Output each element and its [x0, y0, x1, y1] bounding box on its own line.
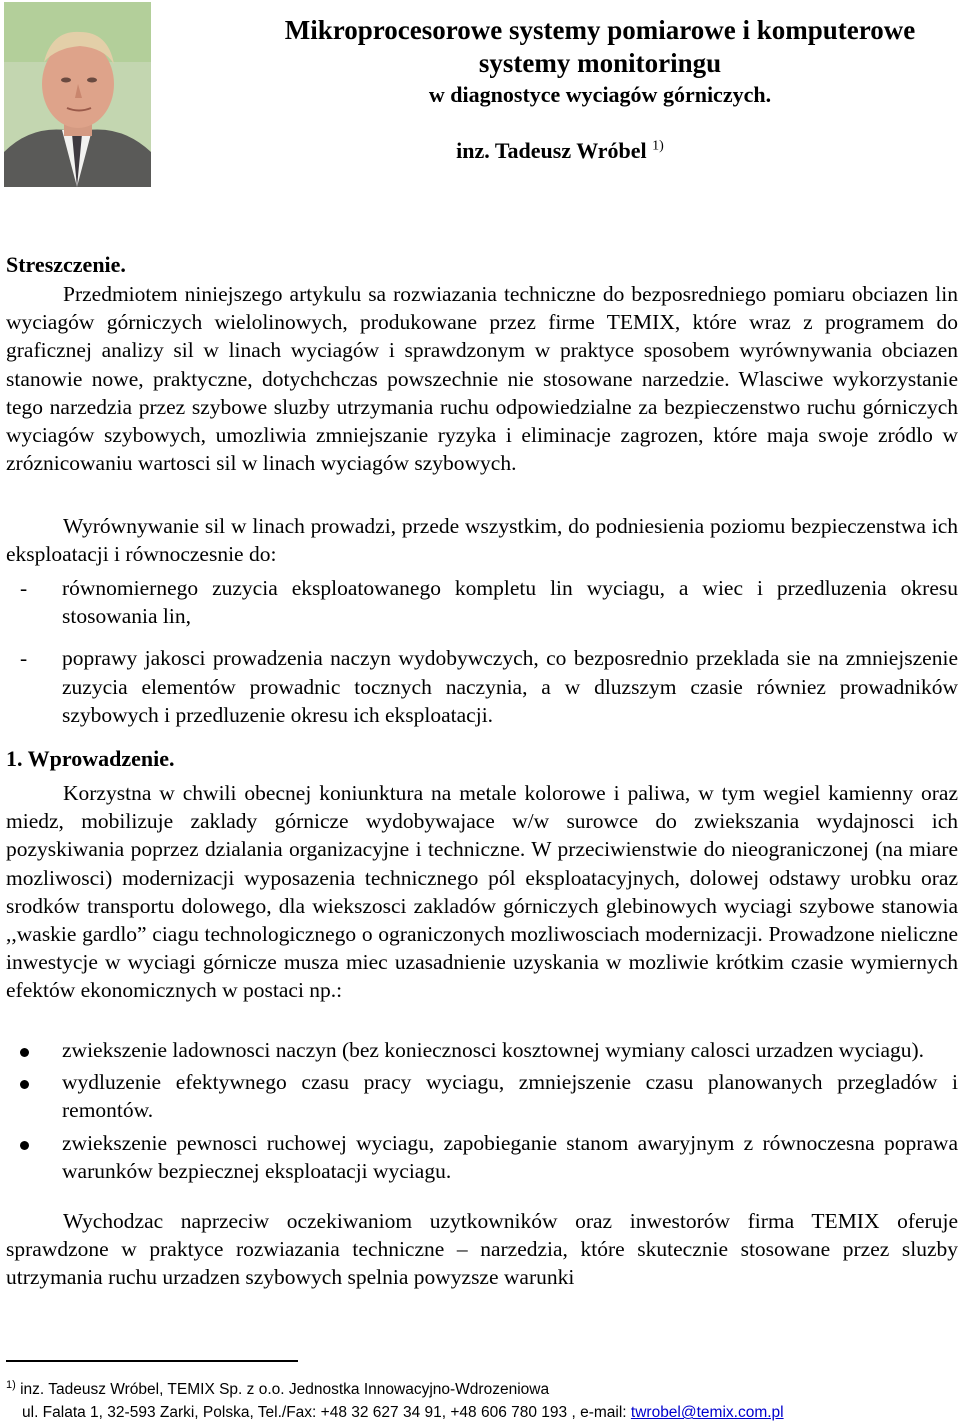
- list-item-text: wydluzenie efektywnego czasu pracy wyciagu, zmniejszenie czasu planowanych przegladów i remontów.: [62, 1070, 958, 1123]
- abstract-dash-list: [6, 574, 958, 743]
- author-name: inz. Tadeusz Wróbel: [456, 138, 647, 163]
- footnote-divider: [6, 1360, 298, 1362]
- footnote-affiliation: inz. Tadeusz Wróbel, TEMIX Sp. z o.o. Jednostka Innowacyjno-Wdrozeniowa: [20, 1381, 550, 1399]
- author-line: [0, 138, 960, 164]
- list-item-text: poprawy jakosci prowadzenia naczyn wydobywczych, co bezposrednio przeklada sie na zmniejszenie zuzycia elementów prowadnic tocznych naczynia, a w dluzszym czasie równiez prowadników szybowych i przedluzenie okresu ich eksploatacji.: [62, 646, 958, 727]
- title-block: [250, 14, 950, 110]
- list-item: [6, 644, 958, 729]
- bullet-dot-icon: [20, 1129, 29, 1157]
- subtitle: w diagnostyce wyciagów górniczych.: [428, 82, 772, 107]
- list-item-text: równomiernego zuzycia eksploatowanego kompletu lin wyciagu, a wiec i przedluzenia okresu stosowania lin,: [62, 576, 958, 629]
- intro-paragraph-2: Wychodzac naprzeciw oczekiwaniom uzytkowników oraz inwestorów firma TEMIX oferuje sprawdzone w praktyce rozwiazania techniczne – narzedzia, które skutecznie stosowane przez sluzby utrzymania ruchu urzadzen szybowych spelnia powyzsze warunki: [6, 1209, 958, 1290]
- email-link[interactable]: twrobel@temix.com.pl: [630, 1404, 784, 1422]
- list-item: [6, 1036, 958, 1064]
- list-item-text: zwiekszenie pewnosci ruchowej wyciagu, zapobieganie stanom awaryjnym z równoczesna poprawa warunków bezpiecznej eksploatacji wyciagu.: [62, 1130, 958, 1183]
- list-item: [6, 574, 958, 630]
- abstract-paragraph-1: Przedmiotem niniejszego artykulu sa rozwiazania techniczne do bezposredniego pomiaru obciazen lin wyciagów górniczych wielolinowych, produkowane przez firme TEMIX, które wraz z programem do graficznej analizy sil w linach wyciagów i sprawdzonym w praktyce sposobem wyrównywania obciazen stanowie nowe, praktyczne, dotychchczas powszechnie nie stosowane narzedzie. Wlasciwe wykorzystanie tego narzedzia przez szybowe sluzby utrzymania ruchu odpowiedzialne za bezpieczenstwo ruchu górniczych wyciagów szybowych, umozliwia zmniejszanie ryzyka i eliminacje zagrozen, które maja swoje zródlo w zróznicowaniu wartosci sil w linach wyciagów szybowych.: [6, 282, 958, 476]
- intro-paragraph-1: Korzystna w chwili obecnej koniunktura na metale kolorowe i paliwa, w tym wegiel kamienny oraz miedz, mobilizuje zaklady górnicze wydobywajace w/w surowce do zwiekszania wydajnosci ich pozyskiwania poprzez dzialania organizacyjne i techniczne. W przeciwienstwie do nieograniczonej (na miare mozliwosci) modernizacji wyposazenia technicznego pól eksploatacyjnych, dolowej odstawy urobku oraz srodków transportu dolowego, dla wiekszosci zakladów górniczych glebinowych wyciagi szybowe stanowia ,,waskie gardlo” ciagu technologicznego o ograniczonych mozliwosciach modernizacji. Prowadzone nieliczne inwestycje w wyciagi górnicze musza miec uzasadnienie uzyskania w mozliwie krótkim czasie wymiernych efektów ekonomicznych w postaci np.:: [6, 781, 958, 1003]
- intro-bullet-list: [6, 1036, 958, 1189]
- list-item: [6, 1068, 958, 1124]
- bullet-dot-icon: [20, 1068, 29, 1096]
- author-footnote-ref: 1): [652, 138, 664, 154]
- footnote-address: ul. Falata 1, 32-593 Zarki, Polska, Tel./Fax: +48 32 627 34 91, +48 606 780 193 , e-mail:: [22, 1404, 631, 1422]
- footnote-marker: 1): [6, 1379, 16, 1391]
- footnote: [6, 1374, 946, 1424]
- bullet-dot-icon: [20, 1036, 29, 1064]
- dash-marker: -: [20, 576, 28, 600]
- section-1-heading: 1. Wprowadzenie.: [6, 746, 175, 771]
- dash-marker: -: [20, 646, 28, 671]
- title-line-2: systemy monitoringu: [478, 48, 722, 78]
- list-item: [6, 1129, 958, 1185]
- footnote-line-1: [6, 1374, 946, 1401]
- title-line-1: Mikroprocesorowe systemy pomiarowe i komputerowe: [284, 15, 916, 45]
- footnote-line-2: [6, 1401, 946, 1424]
- abstract-heading: Streszczenie.: [6, 252, 126, 277]
- abstract-paragraph-2: Wyrównywanie sil w linach prowadzi, przede wszystkim, do podniesienia poziomu bezpieczenstwa ich eksploatacji i równoczesnie do:: [6, 514, 958, 567]
- list-item-text: zwiekszenie ladownosci naczyn (bez koniecznosci kosztownej wymiany calosci urzadzen wyciagu).: [62, 1038, 925, 1062]
